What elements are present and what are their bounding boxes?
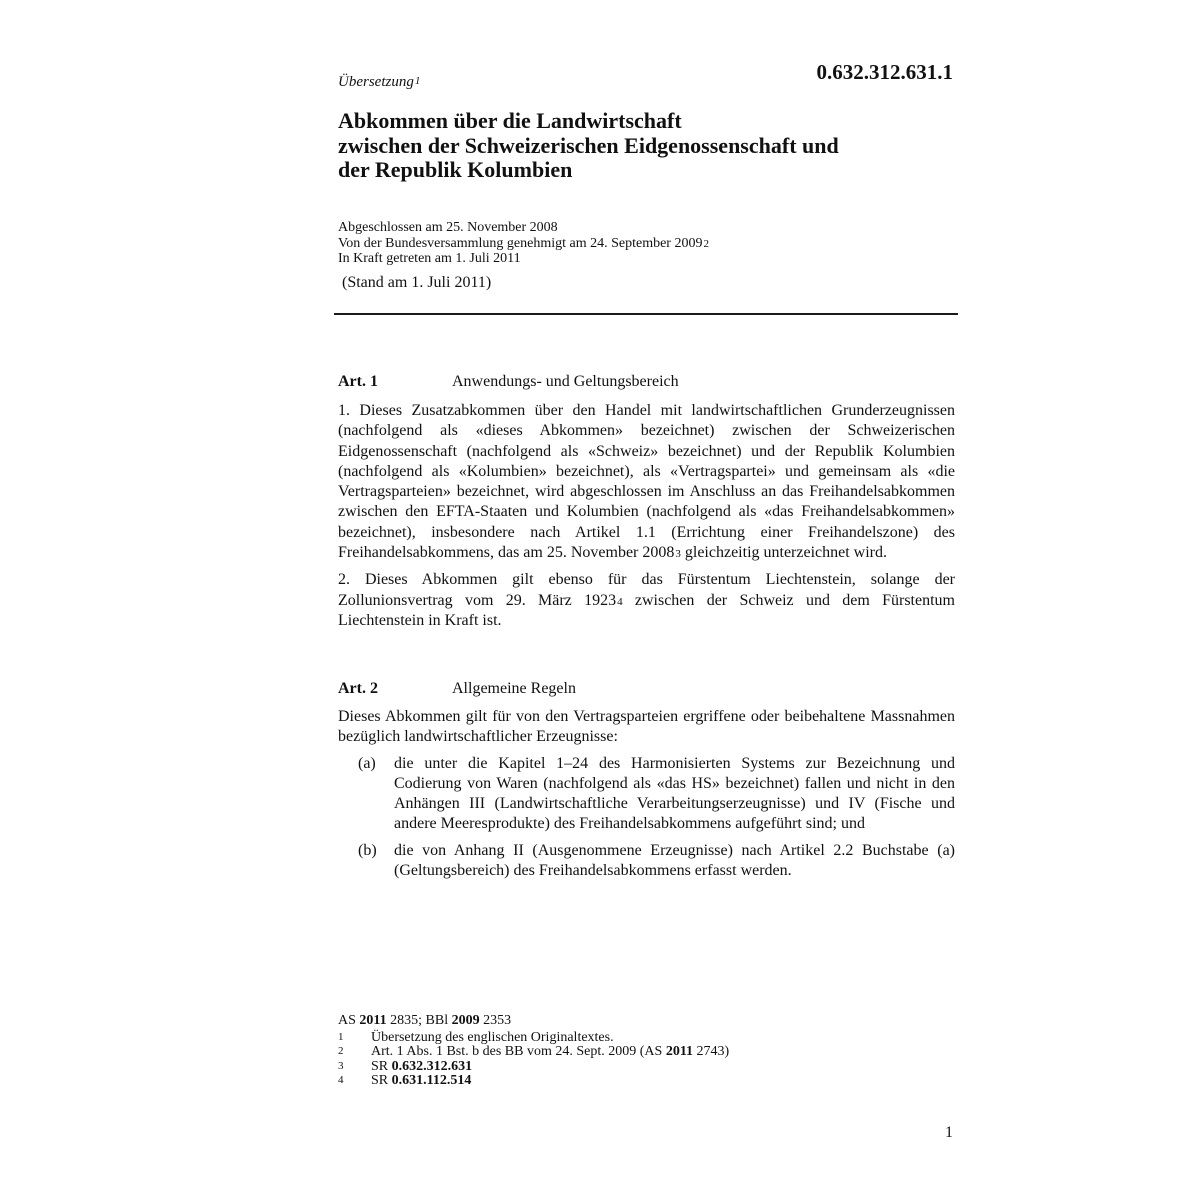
paragraph-text: 1. Dieses Zusatzabkommen über den Handel mit landwirtschaftlichen Grunderzeugnissen (nachfolgend als «dieses Abkommen» bezeichnet) zwischen der Schweizerischen Eidgenossenschaft (nachfolgend als «Schweiz» bezeichnet) und der Republik Kolumbien (nachfolgend als «Kolumbien» bezeichnet), als «Vertragspartei» und gemeinsam als «die Vertragsparteien» bezeichnet, wird abgeschlossen im Anschluss an das Freihandelsabkommen zwischen den EFTA-Staaten und Kolumbien (nachfolgend als «das Freihandelsabkommen» bezeichnet), insbesondere nach Artikel 1.1 (Errichtung einer Freihandelszone) des Freihandelsabkommens, das am 25. November 2008 xyxy=(338,402,955,562)
document-title xyxy=(338,109,839,183)
footnote-text xyxy=(371,1060,472,1074)
sr-reference-link[interactable]: 0.631.112.514 xyxy=(391,1073,472,1089)
footnote xyxy=(338,1045,729,1059)
bbl-year: 2009 xyxy=(451,1013,480,1028)
article-number: Art. 1 xyxy=(338,373,378,390)
in-force-date: In Kraft getreten am 1. Juli 2011 xyxy=(338,251,521,266)
title-line: Abkommen über die Landwirtschaft xyxy=(338,108,682,133)
article-heading xyxy=(338,679,955,699)
footnote-ref[interactable]: 1 xyxy=(414,75,421,87)
article-title: Anwendungs- und Geltungsbereich xyxy=(452,373,679,390)
footnote-text xyxy=(371,1045,729,1059)
title-line: zwischen der Schweizerischen Eidgenossenschaft und xyxy=(338,132,839,158)
article-heading xyxy=(338,372,955,392)
page-number: 1 xyxy=(945,1124,953,1141)
translation-label xyxy=(338,74,420,91)
footnote xyxy=(338,1031,729,1045)
footnote-text: Übersetzung des englischen Originaltextes. xyxy=(371,1030,614,1045)
footnote-number: 1 xyxy=(338,1031,344,1043)
list-item xyxy=(338,754,955,835)
list-item-text: die von Anhang II (Ausgenommene Erzeugnisse) nach Artikel 2.2 Buchstabe (a) (Geltungsbereich) des Freihandelsabkommens erfasst werden. xyxy=(394,841,955,880)
approval-date xyxy=(338,236,709,252)
footnote-number: 3 xyxy=(338,1059,344,1072)
footnotes xyxy=(338,1012,729,1089)
article-2 xyxy=(338,679,955,881)
as-page: 2835; BBl xyxy=(386,1013,452,1028)
title-line: der Republik Kolumbien xyxy=(338,157,573,182)
concluded-date: Abgeschlossen am 25. November 2008 xyxy=(338,220,558,235)
article-title: Allgemeine Regeln xyxy=(452,680,576,697)
article-paragraph xyxy=(338,401,955,563)
bbl-page: 2353 xyxy=(479,1013,512,1028)
status-date: (Stand am 1. Juli 2011) xyxy=(342,274,492,291)
approval-date-text: Von der Bundesversammlung genehmigt am 24. September 2009 xyxy=(338,235,703,251)
header-divider xyxy=(334,313,958,315)
sr-number: 0.632.312.631.1 xyxy=(816,60,953,84)
footnote xyxy=(338,1060,729,1074)
paragraph-text: gleichzeitig unterzeichnet wird. xyxy=(680,544,888,562)
document-metadata xyxy=(338,220,709,267)
paragraph-text: zwischen der Schweiz und dem Fürstentum Liechtenstein in Kraft ist. xyxy=(338,591,955,629)
footnote-text-part: SR xyxy=(371,1058,392,1074)
footnote-ref[interactable]: 4 xyxy=(617,595,623,608)
article-paragraph xyxy=(338,570,955,631)
footnote-number: 4 xyxy=(338,1074,344,1087)
list-item-label: (a) xyxy=(358,754,376,772)
footnote-text-bold: 2011 xyxy=(665,1044,694,1060)
as-year: 2011 xyxy=(359,1013,387,1028)
footnote-text-part: Art. 1 Abs. 1 Bst. b des BB vom 24. Sept. 2009 (AS xyxy=(371,1044,666,1060)
article-number: Art. 2 xyxy=(338,680,378,697)
footnote xyxy=(338,1074,729,1088)
article-1 xyxy=(338,372,955,631)
footnote-number: 2 xyxy=(338,1045,344,1058)
footnote-text-part: SR xyxy=(371,1073,392,1089)
list-item-label: (b) xyxy=(358,841,377,859)
footnote-ref[interactable]: 2 xyxy=(703,237,709,250)
article-paragraph: Dieses Abkommen gilt für von den Vertragsparteien ergriffene oder beibehaltene Massnahmen bezüglich landwirtschaftlicher Erzeugnisse: xyxy=(338,708,955,746)
paragraph-text: 2. Dieses Abkommen gilt ebenso für das Fürstentum Liechtenstein, solange der Zollunionsvertrag vom 29. März 1923 xyxy=(338,571,955,609)
sr-reference-link[interactable]: 0.632.312.631 xyxy=(391,1058,473,1074)
footnote-text-part: 2743) xyxy=(693,1044,730,1060)
official-collection-reference xyxy=(338,1012,729,1029)
list-item-text: die unter die Kapitel 1–24 des Harmonisierten Systems zur Bezeichnung und Codierung von Waren (nachfolgend als «das HS» bezeichnet) fallen und nicht in den Anhängen III (Landwirtschaftliche Verarbeitungserzeugnisse) und IV (Fische und andere Meeresprodukte) des Freihandelsabkommens aufgeführt sind; und xyxy=(394,754,955,833)
translation-label-text: Übersetzung xyxy=(338,74,414,90)
footnote-ref[interactable]: 3 xyxy=(675,548,681,561)
list-item xyxy=(338,841,955,882)
as-prefix: AS xyxy=(338,1013,360,1028)
footnote-text xyxy=(371,1074,471,1088)
